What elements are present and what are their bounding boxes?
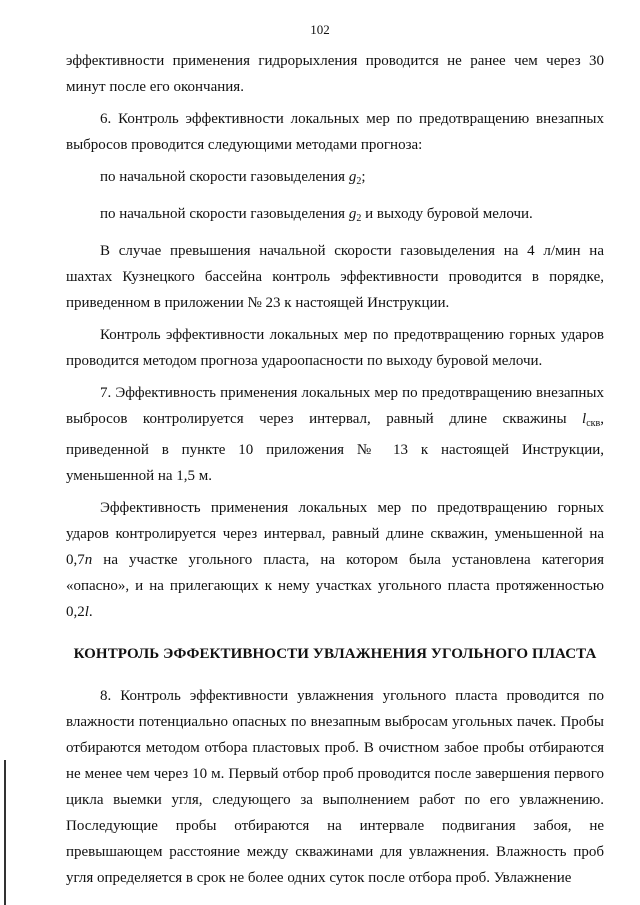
method-2-end: и выходу буровой мелочи. (361, 206, 533, 222)
method-item-2 (66, 201, 604, 232)
section-heading: КОНТРОЛЬ ЭФФЕКТИВНОСТИ УВЛАЖНЕНИЯ УГОЛЬНОГО ПЛАСТА (73, 646, 597, 662)
subscript-2: 2 (356, 176, 362, 187)
symbol-g: g (348, 206, 357, 222)
symbol-g: g (348, 169, 357, 185)
paragraph-kuzbass: В случае превышения начальной скорости газовыделения на 4 л/мин на шахтах Кузнецкого бассейна контроль эффективности проводится в порядке, приведенном в приложении № 23 к настоящей Инструкции. (66, 243, 604, 311)
paragraph-rock-bursts: Контроль эффективности локальных мер по предотвращению горных ударов проводится методом прогноза удароопасности по выходу буровой мелочи. (66, 327, 604, 369)
paragraph-continuation: эффективности применения гидрорыхления проводится не ранее чем через 30 минут после его окончания. (66, 53, 604, 95)
paragraph-rock-bursts-interval (66, 495, 604, 625)
subscript-skv: скв (586, 418, 601, 429)
document-body (66, 48, 604, 897)
paragraph-6: 6. Контроль эффективности локальных мер по предотвращению внезапных выбросов проводится следующими методами прогноза: (66, 111, 604, 153)
paragraph-part-a: Эффективность применения локальных мер по предотвращению горных ударов контролируется через интервал, равный длине скважин, уменьшенной на 0,7 (66, 500, 604, 568)
paragraph-7-part-b: , приведенной в пункте 10 приложения № 13 к настоящей Инструкции, уменьшенной на 1,5 м. (66, 411, 604, 484)
method-item-1 (66, 164, 604, 195)
method-1-end: ; (361, 169, 366, 185)
paragraph-part-b: на участке угольного пласта, на котором была установлена категория «опасно», и на прилегающих к нему участках угольного пласта протяженностью 0,2 (66, 552, 604, 620)
symbol-n: n (84, 552, 93, 568)
symbol-l: l (84, 604, 89, 620)
paragraph-8: 8. Контроль эффективности увлажнения угольного пласта проводится по влажности потенциально опасных по внезапным выбросам угольных пачек. Пробы отбираются методом отбора пластовых проб. В очистном забое пробы отбираются не менее чем через 10 м. Первый отбор проб проводится после завершения первого цикла выемки угля, следующего за выполнением работ по его увлажнению. Последующие пробы отбираются на интервале подвигания забоя, не превышающем расстояние между скважинами для увлажнения. Влажность проб угля определяется в срок не более одних суток после отбора проб. Увлажнение (66, 688, 604, 886)
symbol-l: l (582, 411, 587, 427)
method-1-text: по начальной скорости газовыделения (100, 169, 349, 185)
margin-line (4, 760, 6, 905)
paragraph-7-part-a: 7. Эффективность применения локальных мер по предотвращению внезапных выбросов контролируется через интервал, равный длине скважины (66, 385, 604, 427)
page-number: 102 (310, 22, 330, 37)
method-2-text: по начальной скорости газовыделения (100, 206, 349, 222)
paragraph-part-c: . (88, 604, 93, 620)
paragraph-7 (66, 380, 604, 489)
subscript-2: 2 (356, 213, 362, 224)
